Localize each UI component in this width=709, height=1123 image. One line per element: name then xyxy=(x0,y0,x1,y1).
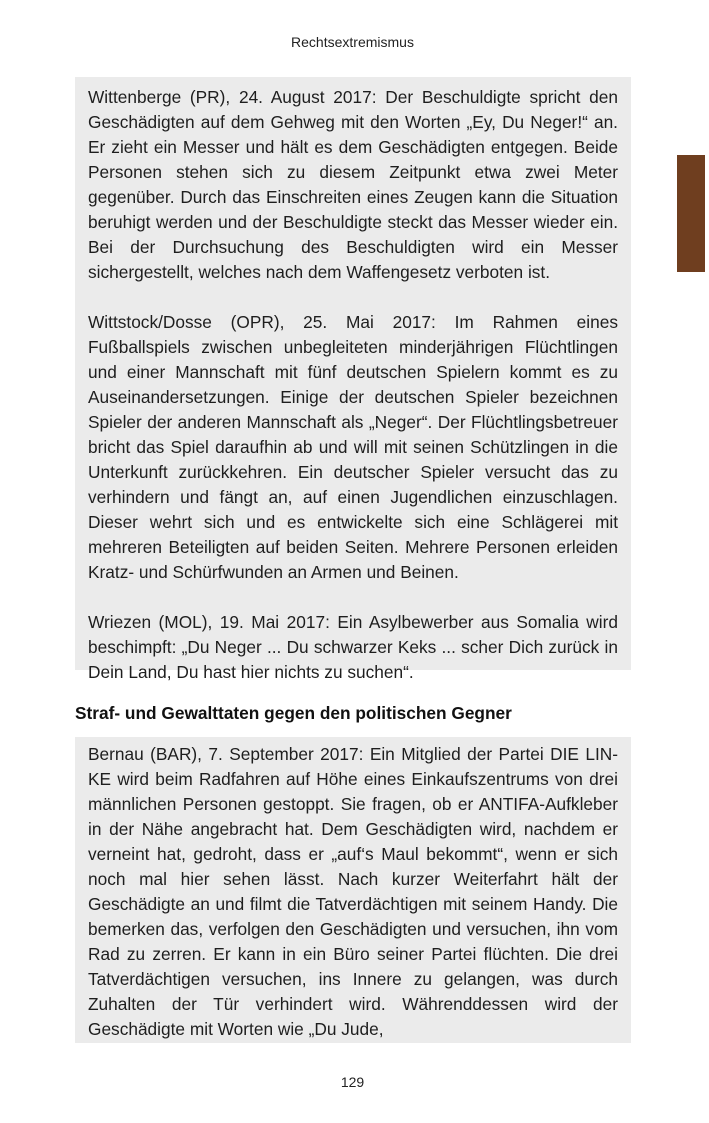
case-entry-bernau: Bernau (BAR), 7. September 2017: Ein Mitglied der Partei DIE LINKE wird beim Radfahren auf Höhe eines Einkaufszentrums von drei männlichen Personen gestoppt. Sie fragen, ob er ANTIFA-Aufkleber in der Nähe angebracht hat. Dem Geschädigten wird, nachdem er verneint hat, gedroht, dass er „auf‘s Maul bekommt“, wenn er sich noch mal hier sehen lässt. Nach kurzer Weiterfahrt hält der Geschädigte an und filmt die Tatverdächtigen mit seinem Handy. Die bemerken das, verfolgen den Geschädigten und versuchen, ihn vom Rad zu zerren. Er kann in ein Büro seiner Partei flüchten. Die drei Tatverdächtigen versuchen, ins Innere zu gelangen, was durch Zuhalten der Tür verhindert wird. Währenddessen wird der Geschädigte mit Worten wie „Du Jude, xyxy=(88,744,618,1039)
running-header: Rechtsextremismus xyxy=(291,34,414,50)
case-entry-wittenberge: Wittenberge (PR), 24. August 2017: Der Beschuldigte spricht den Geschädigten auf dem Gehweg mit den Worten „Ey, Du Neger!“ an. Er zieht ein Messer und hält es dem Geschädigten entgegen. Beide Personen stehen sich zu diesem Zeitpunkt etwa zwei Meter gegenüber. Durch das Einschreiten eines Zeugen kann die Situation beruhigt werden und der Beschuldigte steckt das Messer wieder ein. Bei der Durchsuchung des Beschuldigten wird ein Messer sichergestellt, welches nach dem Waffengesetz verboten ist. xyxy=(88,87,618,282)
case-report-box xyxy=(75,77,631,682)
case-report-box-2 xyxy=(75,737,631,1043)
chapter-side-tab xyxy=(677,155,705,272)
case-entry-wittstock: Wittstock/Dosse (OPR), 25. Mai 2017: Im Rahmen eines Fußballspiels zwischen unbegleiteten minderjährigen Flüchtlingen und einer Mannschaft mit fünf deutschen Spielern kommt es zu Auseinandersetzungen. Einige der deutschen Spieler bezeichnen Spieler der anderen Mannschaft als „Neger“. Der Flüchtlingsbetreuer bricht das Spiel daraufhin ab und will mit seinen Schützlingen in die Unterkunft zurückkehren. Ein deutscher Spieler versucht das zu verhindern und fängt an, auf einen Jugendlichen einzuschlagen. Dieser wehrt sich und es entwickelte sich eine Schlägerei mit mehreren Beteiligten auf beiden Seiten. Mehrere Personen erleiden Kratz- und Schürfwunden an Armen und Beinen. xyxy=(88,312,618,582)
section-heading: Straf- und Gewalttaten gegen den politischen Gegner xyxy=(75,703,512,723)
case-entry-wriezen: Wriezen (MOL), 19. Mai 2017: Ein Asylbewerber aus Somalia wird beschimpft: „Du Neger ... Du schwarzer Keks ... scher Dich zurück in Dein Land, Du hast hier nichts zu suchen“. xyxy=(88,612,618,682)
page-number: 129 xyxy=(340,1074,365,1090)
